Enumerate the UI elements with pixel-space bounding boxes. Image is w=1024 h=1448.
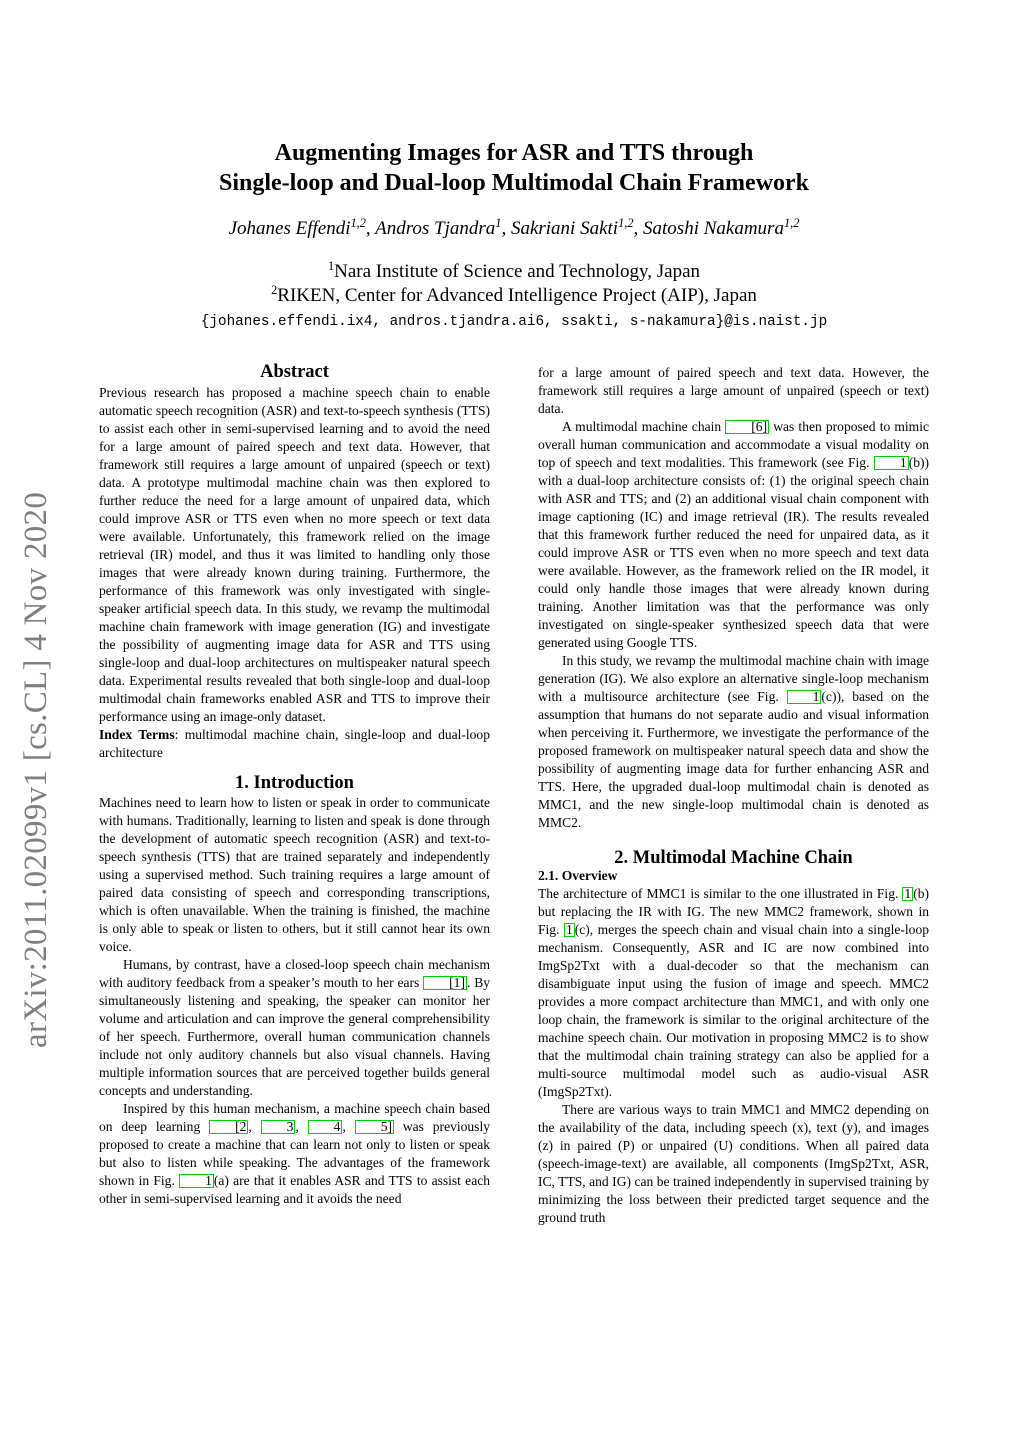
- author: Andros Tjandra$^1$: [375, 216, 502, 239]
- citation-link[interactable]: 3: [261, 1120, 296, 1134]
- intro-paragraph-1: Machines need to learn how to listen or speak in order to communicate with humans. Traditionally, learning to listen and speak is done through the development of automatic speech recognition (ASR) and text-to-speech synthesis (TTS) that are trained separately and independently using a supervised method. Such training requires a large amount of paired data consisting of speech and corresponding transcriptions, which is often unavailable. When the training is finished, the machine is only able to speak or listen to others, but it still cannot hear its own voice.: [99, 795, 490, 954]
- citation-link[interactable]: 4: [308, 1120, 343, 1134]
- title-line-1: Augmenting Images for ASR and TTS through: [274, 140, 754, 166]
- arxiv-identifier: arXiv:2011.02099v1 [cs.CL] 4 Nov 2020: [18, 491, 54, 1048]
- citation-link[interactable]: 5]: [355, 1120, 394, 1134]
- intro-paragraph-3: Inspired by this human mechanism, a machine speech chain based on deep learning [2 , 3 , 4 , 5] was previously proposed to create a machine that can learn not only to listen or speak but also to listen while speaking. The advantages of the framework shown in Fig. 1 (a) are that it enables ASR and TTS to assist each other in semi-supervised learning and it avoids the need: [99, 1101, 490, 1206]
- intro-paragraph-3-cont: for a large amount of paired speech and text data. However, the framework still requires a large amount of unpaired (speech or text) data.: [538, 365, 929, 416]
- affiliation: $^1$Nara Institute of Science and Technology, Japan: [327, 259, 701, 282]
- figure-link[interactable]: 1: [874, 456, 909, 470]
- intro-paragraph-2: Humans, by contrast, have a closed-loop speech chain mechanism with auditory feedback from a speaker’s mouth to her ears [1] . By simultaneously listening and speaking, the speaker can monitor her volume and articulation and can improve the general comprehensibility of her speech. Furthermore, overall human communication channels include not only auditory channels but also visual channels. Having multiple information sources that are perceived together builds general concepts and understanding.: [99, 957, 491, 1098]
- index-terms: Index Terms: multimodal machine chain, single-loop and dual-loop architecture: [99, 727, 490, 760]
- author-list: Johanes Effendi$^{1,2}$, Andros Tjandra$^1$, Sakriani Sakti$^{1,2}$, Satoshi Nakamura$^{1,2}$: [228, 216, 800, 239]
- abstract-heading: Abstract: [260, 362, 329, 382]
- author: Sakriani Sakti$^{1,2}$: [510, 216, 634, 239]
- index-terms-label: Index Terms: [99, 727, 175, 742]
- intro-heading: 1. Introduction: [235, 773, 354, 793]
- citation-link[interactable]: [1]: [423, 976, 467, 990]
- author: Satoshi Nakamura$^{1,2}$: [643, 216, 800, 239]
- section-2-paragraph-2: There are various ways to train MMC1 and MMC2 depending on the availability of the data, including speech (x), text (y), and images (z) in paired (P) or unpaired (U) conditions. When all paired data (speech-image-text) are available, all components (ImgSp2Txt, ASR, IC, TTS, and IG) can be trained independently in supervised training by minimizing the loss between their predicted target sequence and the ground truth: [538, 1102, 929, 1225]
- citation-link[interactable]: [2: [209, 1120, 248, 1134]
- intro-paragraph-4: A multimodal machine chain [6] was then proposed to mimic overall human communication and accommodate a visual modality on top of speech and text modalities. This framework (see Fig. 1 (b)) with a dual-loop architecture consists of: (1) the original speech chain with ASR and TTS; and (2) an additional visual chain component with image captioning (IC) and image retrieval (IR). The results revealed that this framework further reduced the need for unpaired data, as it could improve ASR or TTS even when no more speech and text data were available. However, as the framework relied on the IR model, it could only handle those images that were already known during training. Another limitation was that the performance was only investigated on single-speaker synthesized speech data that were generated using Google TTS.: [538, 419, 929, 650]
- section-2-heading: 2. Multimodal Machine Chain: [614, 848, 853, 868]
- author-emails: {johanes.effendi.ix4, andros.tjandra.ai6, ssakti, s-nakamura}@is.naist.jp: [200, 314, 828, 330]
- right-column: [538, 364, 929, 1227]
- abstract-text: Previous research has proposed a machine speech chain to enable automatic speech recognition (ASR) and text-to-speech synthesis (TTS) to assist each other in semi-supervised learning and to avoid the need for a large amount of paired speech and text data. However, that framework still requires a large amount of unpaired (speech or text) data. A prototype multimodal machine chain was then explored to further reduce the need for a large amount of unpaired data, which could improve ASR or TTS even when no more speech or text data were available. Unfortunately, this framework relied on the image retrieval (IR) model, and thus it was limited to handling only those images that were already known during training. Furthermore, the performance of this framework was only investigated with single-speaker artificial speech data. In this study, we revamp the multimodal machine chain framework with image generation (IG) and investigate the possibility of augmenting image data for ASR and TTS using single-loop and dual-loop architectures on multispeaker natural speech data. Experimental results revealed that both single-loop and dual-loop multimodal chain frameworks enabled ASR and TTS to improve their performance using an image-only dataset.: [99, 385, 490, 724]
- figure-link[interactable]: 1: [565, 922, 573, 937]
- figure-link[interactable]: 1: [904, 886, 912, 901]
- section-2-paragraph-1: The architecture of MMC1 is similar to the one illustrated in Fig. 1 (b) but replacing the IR with IG. The new MMC2 framework, shown in Fig. 1 (c), merges the speech chain and visual chain into a single-loop mechanism. Consequently, ASR and IC are now combined into ImgSp2Txt with a dual-decoder so that the mechanism can disambiguate input using the fusion of image and speech. MMC2 provides a more compact architecture than MMC1, and with only one loop chain, the framework is similar to the original architecture of the machine speech chain. Our motivation in proposing MMC2 is to show that the multimodal chain training strategy can also be applied for a multi-source multimodal model such as audio-visual ASR (ImgSp2Txt).: [538, 886, 929, 1099]
- affiliations: [100, 260, 928, 308]
- author: Johanes Effendi$^{1,2}$: [228, 216, 366, 239]
- paper-title: [100, 138, 928, 198]
- subsection-2-1-heading: 2.1. Overview: [538, 868, 618, 883]
- citation-link[interactable]: [6]: [725, 420, 769, 434]
- figure-link[interactable]: 1: [787, 690, 822, 704]
- affiliation: $^2$RIKEN, Center for Advanced Intelligence Project (AIP), Japan: [271, 283, 757, 306]
- figure-link[interactable]: 1: [179, 1174, 214, 1188]
- intro-paragraph-5: In this study, we revamp the multimodal machine chain with image generation (IG). We also explore an alternative single-loop mechanism with a multisource architecture (see Fig. 1 (c)), based on the assumption that humans do not separate audio and visual information when perceiving it. Furthermore, we investigate the performance of the proposed framework on multispeaker natural speech data and show the possibility of augmenting image data for further enhancing ASR and TTS. Here, the upgraded dual-loop multimodal chain is denoted as MMC1, and the new single-loop multimodal chain is denoted as MMC2.: [538, 653, 929, 830]
- title-line-2: Single-loop and Dual-loop Multimodal Chain Framework: [218, 170, 810, 196]
- left-column: [99, 360, 490, 1208]
